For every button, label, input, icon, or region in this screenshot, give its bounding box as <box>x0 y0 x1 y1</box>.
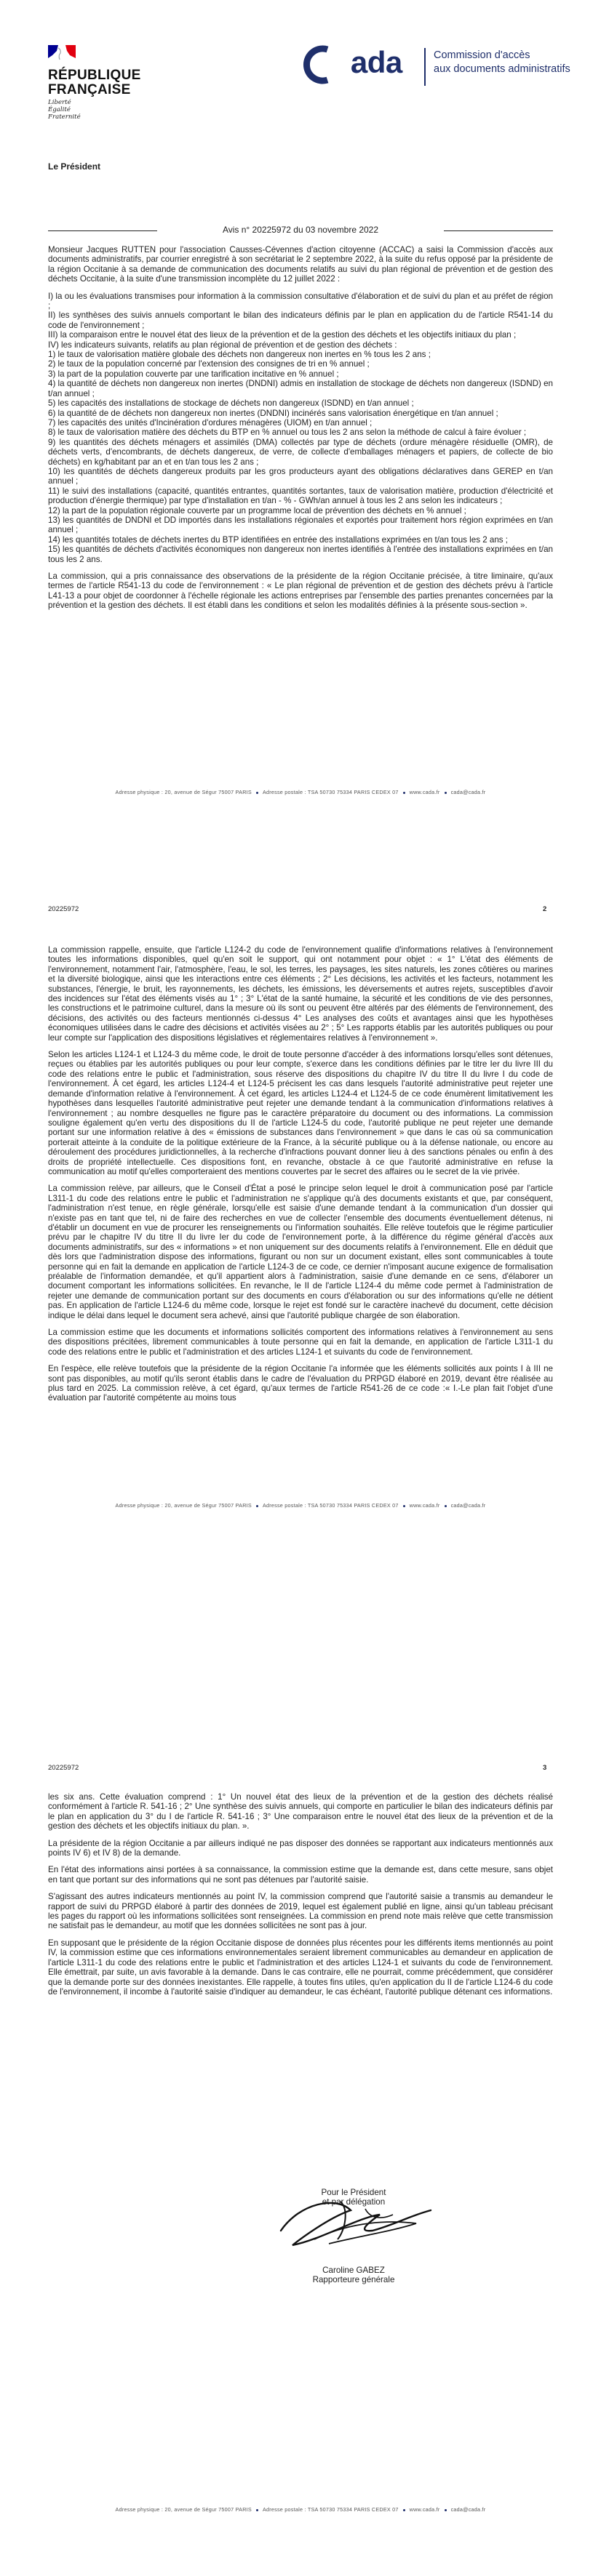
footer-separator <box>256 2509 258 2511</box>
motto-fraternite: Fraternité <box>48 113 81 121</box>
motto <box>48 99 81 121</box>
footer-email[interactable]: cada@cada.fr <box>450 2506 486 2513</box>
signer <box>266 2266 441 2285</box>
communicability-paragraph: La commission estime que les documents et informations sollicités comportent des informations relatives à l'environnement au sens des dispositions précitées, librement communicables à toute personne qui en fait la demande, en application de l'article L311-1 du code des relations entre le public et l'administration et des articles L124-1 et suivants du code de l'environnement. <box>48 1328 553 1357</box>
footer-address: Adresse physique : 20, avenue de Ségur 75007 PARIS <box>115 2506 252 2513</box>
footer-address: Adresse physique : 20, avenue de Ségur 75007 PARIS <box>115 789 252 795</box>
cada-subtitle <box>434 49 570 76</box>
footer <box>48 1502 553 1509</box>
motto-liberte: Liberté <box>48 99 71 106</box>
requested-item: III) la comparaison entre le nouvel état des lieux de la prévention et de la gestion des déchets et les objectifs initiaux du plan ; <box>48 330 517 340</box>
requested-item: 3) la part de la population couverte par une tarification incitative en % annuel ; <box>48 369 339 379</box>
closing-line-2: et par délégation <box>322 2197 386 2207</box>
missing-indicators-paragraph: La présidente de la région Occitanie a par ailleurs indiqué ne pas disposer des données se rapportant aux indicateurs mentionnés aux points IV 6) et IV 8) de la demande. <box>48 1838 553 1858</box>
unavailable-items-paragraph: En l'espèce, elle relève toutefois que la présidente de la région Occitanie l'a informée que les éléments sollicités aux points I à III ne sont pas disponibles, au motif qu'ils seront établis dans le cadre de l'évaluation du PRPGD élaboré en 2019, devant être réalisée au plus tard en 2025. La commission relève, à cet égard, qu'aux termes de l'article R541-26 de ce code :« I.-Le plan fait l'objet d'une évaluation par l'autorité compétente au moins tous <box>48 1364 553 1403</box>
footer-separator <box>403 1505 405 1507</box>
footer-email[interactable]: cada@cada.fr <box>450 789 486 795</box>
avis-title: Avis n° 20225972 du 03 novembre 2022 <box>222 225 379 235</box>
footer-web[interactable]: www.cada.fr <box>409 789 440 795</box>
environment-definition-paragraph: La commission rappelle, ensuite, que l'article L124-2 du code de l'environnement qualifie d'informations relatives à l'environnement toutes les informations disponibles, quel qu'en soit le support, qui ont notamment pour objet : « 1° L'état des éléments de l'environnement, notamment l'air, l'atmosphère, l'eau, le sol, les terres, les paysages, les sites naturels, les zones côtières ou marines et la diversité biologique, ainsi que les interactions entre ces éléments ; 2° Les décisions, les activités et les facteurs, notamment les substances, l'énergie, le bruit, les rayonnements, les déchets, les émissions, les déversements et autres rejets, susceptibles d'avoir des incidences sur l'état des éléments visés au 1° ; 3° L'état de la santé humaine, la sécurité et les conditions de vie des personnes, les constructions et le patrimoine culturel, dans la mesure où ils sont ou peuvent être altérés par des éléments de l'environnement, des décisions, des activités ou des facteurs mentionnés ci-dessus 4° Les analyses des coûts et avantages ainsi que les hypothèses économiques utilisées dans le cadre des décisions et activités visées au 2° ; 5° Les rapports établis par les autorités publiques ou pour leur compte sur l'application des dispositions législatives et réglementaires relatives à l'environnement ». <box>48 945 553 1043</box>
conclusion-paragraph: En supposant que le présidente de la région Occitanie dispose de données plus récentes pour les différents items mentionnés au point IV, la commission estime que ces informations environnementales seraient librement communicables au demandeur en application de l'article L311-1 du code des relations entre le public et l'administration et des articles L124-1 et suivants du code de l'environnement. Elle émettrait, par suite, un avis favorable à la demande. Dans le cas contraire, elle ne pourrait, comme précédemment, que considérer que la demande porte sur des données inexistantes. Elle rappelle, à toutes fins utiles, qu'en application du II de l'article L124-6 du code de l'environnement, il incombe à l'autorité saisie d'indiquer au demandeur, le cas échéant, l'autorité publique détenant ces informations. <box>48 1938 553 1997</box>
footer <box>48 789 553 795</box>
footer-address: Adresse physique : 20, avenue de Ségur 75007 PARIS <box>115 1502 252 1509</box>
requested-item: 13) les quantités de DNDNI et DD importés dans les installations régionales et exportés pour traitement hors région exprimées en t/an annuel ; <box>48 515 553 535</box>
evaluation-paragraph: les six ans. Cette évaluation comprend : 1° Un nouvel état des lieux de la prévention et de la gestion des déchets réalisé conformément à l'article R. 541-16 ; 2° Une synthèse des suivis annuels, qui comporte en particulier le bilan des indicateurs définis par le plan en application du 3° du I de l'article R. 541-16 ; 3° Une comparaison entre le nouvel état des lieux de la prévention et de la gestion des déchets et les objectifs initiaux du plan. ». <box>48 1792 553 1831</box>
page-2 <box>0 859 601 1717</box>
page-1-body <box>48 245 553 618</box>
page-1 <box>0 0 601 859</box>
conseil-etat-paragraph: La commission relève, par ailleurs, que le Conseil d'État a posé le principe selon lequel le droit à communication posé par l'article L311-1 du code des relations entre le public et l'administration ne s'applique qu'à des documents existants et que, par conséquent, l'administration n'est tenue, en règle générale, lorsqu'elle est saisie d'une demande tendant à la communication d'un dossier qui n'existe pas en tant que tel, ni de faire des recherches en vue de collecter l'ensemble des documents éventuellement détenus, ni d'établir un document en vue de procurer les renseignements ou l'information souhaités. Elle relève toutefois que le régime particulier prévu par le chapitre IV du titre II du livre Ier du code de l'environnement porte, à la différence du régime général d'accès aux documents administratifs, sur des « informations » et non uniquement sur des documents relatifs à l'environnement. Elle en déduit que dès lors que l'administration dispose des informations, figurant ou non sur un document existant, elles sont communicables à toute personne qui en fait la demande en application de l'article L124-3 de ce code, ce dernier n'imposant aucune exigence de formalisation préalable de l'information demandée, et qu'il appartient alors à l'administration, saisie d'une demande en ce sens, d'élaborer un document comportant les informations sollicitées. En revanche, le II de l'article L124-4 du même code permet à l'administration de rejeter une demande de communication portant sur des documents en cours d'élaboration ou sur des informations qu'elle ne détient pas. En application de l'article L124-6 du même code, lorsque le rejet est fondé sur le caractère inachevé du document, cette décision indique le délai dans lequel le document sera achevé, ainsi que l'autorité publique chargée de son élaboration. <box>48 1184 553 1320</box>
requested-item: 12) la part de la population régionale couverte par un programme local de prévention des déchets en % annuel ; <box>48 505 466 515</box>
requested-item: 5) les capacités des installations de stockage de déchets non dangereux (ISDND) en t/an annuel ; <box>48 398 414 409</box>
footer-separator <box>445 2509 447 2511</box>
footer-separator <box>445 792 447 794</box>
signer-name: Caroline GABEZ <box>322 2266 385 2275</box>
access-rules-paragraph: Selon les articles L124-1 et L124-3 du même code, le droit de toute personne d'accéder à des informations lorsqu'elles sont détenues, reçues ou établies par les autorités publiques ou pour leur compte, s'exerce dans les conditions définies par le titre Ier du livre III du code des relations entre le public et l'administration, sous réserve des dispositions du chapitre IV du titre II du livre I du code de l'environnement. À cet égard, les articles L124-4 et L124-5 précisent les cas dans lesquels l'autorité administrative peut rejeter une demande d'information relative à l'environnement. À cet égard, les articles L124-4 et L124-5 de ce code énumèrent limitativement les hypothèses dans lesquelles l'autorité administrative peut rejeter une demande tendant à la communication d'informations relatives à l'environnement ; au nombre desquelles ne figure pas le caractère préparatoire du document ou des informations. La commission souligne également qu'en vertu des dispositions du II de l'article L124-5 du code, l'autorité publique ne peut rejeter une demande portant sur une information relative à des « émissions de substances dans l'environnement » que dans le cas où sa communication porterait atteinte à la conduite de la politique extérieure de la France, à la sécurité publique ou à la défense nationale, ou encore au déroulement des procédures juridictionnelles, à la recherche d'infractions pouvant donner lieu à des sanctions pénales ou enfin à des droits de propriété intellectuelle. Ces dispositions font, en revanche, obstacle à ce que l'autorité administrative en refuse la communication au motif qu'elles comporteraient des mentions couvertes par le secret des affaires ou le secret de la vie privée. <box>48 1050 553 1176</box>
page-3 <box>0 1717 601 2576</box>
footer-postal: Adresse postale : TSA 50730 75334 PARIS CEDEX 07 <box>262 1502 399 1509</box>
page-ref: 20225972 <box>48 1764 79 1772</box>
cada-subtitle-line-2: aux documents administratifs <box>434 63 570 75</box>
requested-item: II) les synthèses des suivis annuels comportant le bilan des indicateurs définis par le plan en application du de l'article R541-14 du code de l'environnement ; <box>48 310 553 330</box>
cada-divider <box>424 48 426 86</box>
footer-web[interactable]: www.cada.fr <box>409 2506 440 2513</box>
republic-line-2: FRANÇAISE <box>48 82 131 97</box>
footer-separator <box>256 792 258 794</box>
signer-role: Rapporteure générale <box>312 2275 395 2285</box>
footer-separator <box>403 2509 405 2511</box>
requested-item: I) la ou les évaluations transmises pour information à la commission consultative d'élaboration et de suivi du plan et au préfet de région ; <box>48 291 553 311</box>
footer-separator <box>403 792 405 794</box>
intro-paragraph: Monsieur Jacques RUTTEN pour l'association Causses-Cévennes d'action citoyenne (ACCAC) a saisi la Commission d'accès aux documents administratifs, par courrier enregistré à son secrétariat le 2 septembre 2022, à la suite du refus opposé par la présidente de la région Occitanie à sa demande de communication des documents relatifs au suivi du plan régional de prévention et de gestion des déchets Occitanie, à la suite d'une transmission incomplète du 12 juillet 2022 : <box>48 245 553 284</box>
republique-francaise-wordmark <box>48 68 141 97</box>
requested-item: 8) le taux de valorisation matière des déchets du BTP en % annuel ou tous les 2 ans selon la méthode de calcul à faire évoluer ; <box>48 428 527 438</box>
title-rule-right <box>444 230 553 231</box>
page-3-body <box>48 1792 553 2004</box>
requested-items-list <box>48 292 553 564</box>
page-2-body <box>48 945 553 1411</box>
republic-line-1: RÉPUBLIQUE <box>48 68 141 83</box>
cada-name: ada <box>350 45 402 79</box>
motto-egalite: Égalité <box>48 106 71 113</box>
footer-separator <box>445 1505 447 1507</box>
closing-line-1: Pour le Président <box>321 2188 386 2197</box>
cada-logo-text <box>329 45 402 80</box>
requested-item: IV) les indicateurs suivants, relatifs au plan régional de prévention et de gestion des déchets : <box>48 340 397 350</box>
french-flag-icon <box>48 45 76 63</box>
requested-item: 9) les quantités des déchets ménagers et assimilés (DMA) collectés par type de déchets (ordure ménagère résiduelle (OMR), de déchets verts, d'encombrants, de déchets dangereux, de verre, de collecte d'emballages ménagers et papiers, de collecte de bio déchets) en kg/habitant par an et en t/an tous les 2 ans ; <box>48 437 553 467</box>
footer-postal: Adresse postale : TSA 50730 75334 PARIS CEDEX 07 <box>262 2506 399 2513</box>
requested-item: 15) les quantités de déchets d'activités économiques non dangereux non inertes identifiés à l'entrée des installations exprimées en t/an tous les 2 ans. <box>48 545 553 564</box>
without-object-paragraph: En l'état des informations ainsi portées à sa connaissance, la commission estime que la demande est, dans cette mesure, sans objet en tant que portant sur des informations qui ne sont pas détenues par l'autorité saisie. <box>48 1865 553 1885</box>
handwritten-signature <box>271 2188 442 2252</box>
requested-item: 14) les quantités totales de déchets inertes du BTP identifiées en entrée des installations exprimées en t/an tous les 2 ans ; <box>48 534 509 545</box>
footer-separator <box>256 1505 258 1507</box>
cada-subtitle-line-1: Commission d'accès <box>434 49 530 61</box>
other-indicators-paragraph: S'agissant des autres indicateurs mentionnés au point IV, la commission comprend que l'autorité saisie a transmis au demandeur le rapport de suivi du PRPGD élaboré à partir des données de 2019, lequel est également publié en ligne, ainsi qu'un tableau précisant les pages du rapport où les informations sollicitées sont renseignées. La commission en prend note mais relève que cette transmission ne satisfait pas le demandeur, au motif que les données sollicitées ne sont pas à jour. <box>48 1892 553 1931</box>
footer-email[interactable]: cada@cada.fr <box>450 1502 486 1509</box>
sender-title: Le Président <box>48 161 101 172</box>
page-ref: 20225972 <box>48 905 79 913</box>
page-number: 2 <box>543 905 547 913</box>
title-rule-left <box>48 230 157 231</box>
page-number: 3 <box>543 1764 547 1772</box>
requested-item: 7) les capacités des unités d'Incinération d'ordures ménagères (UIOM) en t/an annuel ; <box>48 417 373 428</box>
requested-item: 11) le suivi des installations (capacité, quantités entrantes, quantités sortantes, taux de valorisation matière, production d'électricité et production d'énergie thermique) par type d'installation en t/an - % - GWh/an annuel à tous les 2 ans selon les indicateurs ; <box>48 486 553 506</box>
requested-item: 4) la quantité de déchets non dangereux non inertes (DNDNI) admis en installation de stockage de déchets non dangereux (ISDND) en t/an annuel ; <box>48 379 553 398</box>
requested-item: 6) la quantité de de déchets non dangereux non inertes (DNDNI) incinérés sans valorisation énergétique en t/an annuel ; <box>48 408 498 418</box>
footer <box>48 2506 553 2513</box>
requested-item: 2) le taux de la population concerné par l'extension des consignes de tri en % annuel ; <box>48 359 370 369</box>
footer-postal: Adresse postale : TSA 50730 75334 PARIS CEDEX 07 <box>262 789 399 795</box>
footer-web[interactable]: www.cada.fr <box>409 1502 440 1509</box>
liminary-paragraph: La commission, qui a pris connaissance des observations de la présidente de la région Occitanie précisée, à titre liminaire, qu'aux termes de l'article R541-13 du code de l'environnement : « Le plan régional de prévention et de gestion des déchets prévu à l'article L41-13 a pour objet de coordonner à l'échelle régionale les actions entreprises par l'ensemble des parties prenantes concernées par la prévention et la gestion des déchets. Il est établi dans les conditions et selon les modalités définies à la présente sous-section ». <box>48 571 553 611</box>
requested-item: 1) le taux de valorisation matière globale des déchets non dangereux non inertes en % tous les 2 ans ; <box>48 350 431 360</box>
requested-item: 10) les quantités de déchets dangereux produits par les gros producteurs ayant des obligations déclaratives dans GEREP en t/an annuel ; <box>48 466 553 486</box>
